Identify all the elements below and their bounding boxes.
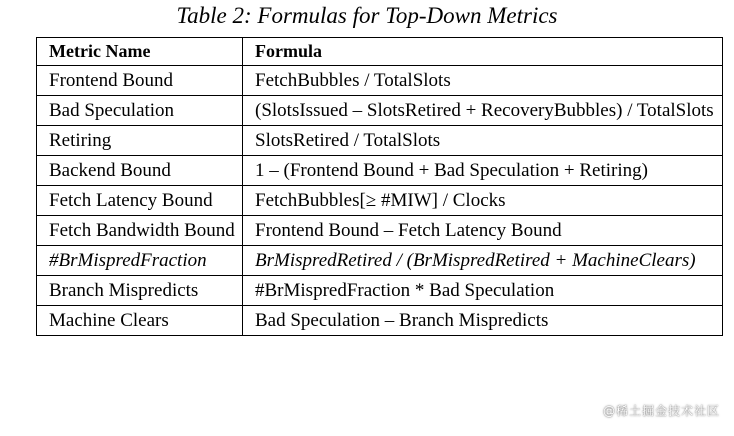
table-row [37,276,723,306]
metric-name-cell: Retiring [37,126,243,156]
formula-cell: BrMispredRetired / (BrMispredRetired + MachineClears) [243,246,723,276]
table-row [37,66,723,96]
metric-name-cell: Frontend Bound [37,66,243,96]
formula-cell: FetchBubbles[≥ #MIW] / Clocks [243,186,723,216]
table-caption: Table 2: Formulas for Top-Down Metrics [176,3,558,28]
metric-name-cell: Backend Bound [37,156,243,186]
metric-name-cell: Machine Clears [37,306,243,336]
header-metric-name: Metric Name [37,38,243,66]
table-row [37,156,723,186]
table-row [37,246,723,276]
metric-name-cell: #BrMispredFraction [37,246,243,276]
metric-name-cell: Fetch Latency Bound [37,186,243,216]
table-row [37,96,723,126]
header-formula: Formula [243,38,723,66]
table-row [37,216,723,246]
formula-cell: 1 – (Frontend Bound + Bad Speculation + Retiring) [243,156,723,186]
formula-cell: FetchBubbles / TotalSlots [243,66,723,96]
formula-cell: SlotsRetired / TotalSlots [243,126,723,156]
table-header-row [37,38,723,66]
metrics-table [36,37,723,336]
formula-cell: Bad Speculation – Branch Mispredicts [243,306,723,336]
metric-name-cell: Branch Mispredicts [37,276,243,306]
metric-name-cell: Fetch Bandwidth Bound [37,216,243,246]
formula-cell: #BrMispredFraction * Bad Speculation [243,276,723,306]
table-row [37,306,723,336]
formula-cell: (SlotsIssued – SlotsRetired + RecoveryBubbles) / TotalSlots [243,96,723,126]
table-row [37,186,723,216]
formula-cell: Frontend Bound – Fetch Latency Bound [243,216,723,246]
metric-name-cell: Bad Speculation [37,96,243,126]
watermark: @稀土掘金技术社区 [602,404,720,418]
table-row [37,126,723,156]
